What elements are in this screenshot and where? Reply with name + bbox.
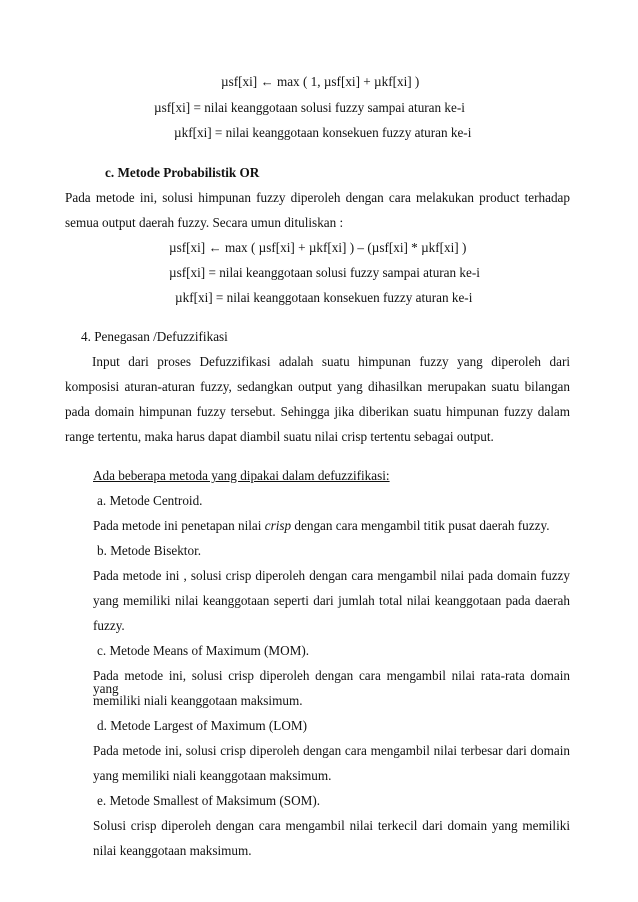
method-title-b: b. Metode Bisektor.: [97, 543, 202, 558]
paragraph-line: Pada metode ini, solusi himpunan fuzzy diperoleh dengan cara melakukan product terhadap: [65, 190, 570, 205]
formula-definition: µkf[xi] = nilai keanggotaan konsekuen fuzzy aturan ke-i: [174, 125, 472, 140]
paragraph-line: semua output daerah fuzzy. Secara umun dituliskan :: [65, 215, 344, 230]
method-text-a: [93, 519, 550, 532]
paragraph-line: pada domain himpunan fuzzy tersebut. Sehingga jika diberikan suatu himpunan fuzzy dalam: [65, 404, 570, 419]
method-title-c: c. Metode Means of Maximum (MOM).: [97, 643, 310, 658]
method-text-c: Pada metode ini, solusi crisp diperoleh dengan cara mengambil nilai rata-rata domain yang: [93, 668, 570, 697]
formula-definition: µsf[xi] = nilai keanggotaan solusi fuzzy sampai aturan ke-i: [154, 100, 465, 115]
method-text-d: Pada metode ini, solusi crisp diperoleh dengan cara mengambil nilai terbesar dari domain: [93, 743, 570, 758]
method-text-e: nilai keanggotaan maksimum.: [93, 843, 252, 858]
method-text-b: yang memiliki nilai keanggotaan seperti dari jumlah total nilai keanggotaan pada daerah: [93, 593, 570, 608]
method-text-a-italic: crisp: [264, 518, 292, 533]
formula-line: µsf[xi] ← max ( µsf[xi] + µkf[xi] ) – (µsf[xi] * µkf[xi] ): [169, 240, 467, 255]
method-text-c: memiliki niali keanggotaan maksimum.: [93, 693, 303, 708]
formula-definition: µsf[xi] = nilai keanggotaan solusi fuzzy sampai aturan ke-i: [169, 265, 480, 280]
method-text-a-after: dengan cara mengambil titik pusat daerah fuzzy.: [291, 518, 550, 533]
method-title-d: d. Metode Largest of Maximum (LOM): [97, 718, 307, 733]
method-title-e: e. Metode Smallest of Maksimum (SOM).: [97, 793, 321, 808]
method-text-e: Solusi crisp diperoleh dengan cara mengambil nilai terkecil dari domain yang memiliki: [93, 818, 570, 833]
method-text-d: yang memiliki niali keanggotaan maksimum.: [93, 768, 332, 783]
method-text-b: fuzzy.: [93, 618, 125, 633]
section-heading: 4. Penegasan /Defuzzifikasi: [81, 329, 228, 344]
paragraph-line: range tertentu, maka harus dapat diambil suatu nilai crisp tertentu sebagai output.: [65, 429, 494, 444]
methods-intro: Ada beberapa metoda yang dipakai dalam defuzzifikasi:: [93, 468, 390, 483]
paragraph-line: Input dari proses Defuzzifikasi adalah suatu himpunan fuzzy yang diperoleh dari: [92, 354, 570, 369]
section-heading: c. Metode Probabilistik OR: [105, 165, 260, 180]
formula-line: µsf[xi] ← max ( 1, µsf[xi] + µkf[xi] ): [221, 74, 420, 89]
method-title-a: a. Metode Centroid.: [97, 493, 203, 508]
method-text-b: Pada metode ini , solusi crisp diperoleh dengan cara mengambil nilai pada domain fuzzy: [93, 568, 570, 583]
paragraph-line: komposisi aturan-aturan fuzzy, sedangkan output yang dihasilkan merupakan suatu bilangan: [65, 379, 570, 394]
formula-definition: µkf[xi] = nilai keanggotaan konsekuen fuzzy aturan ke-i: [175, 290, 473, 305]
method-text-a-before: Pada metode ini penetapan nilai: [93, 518, 265, 533]
